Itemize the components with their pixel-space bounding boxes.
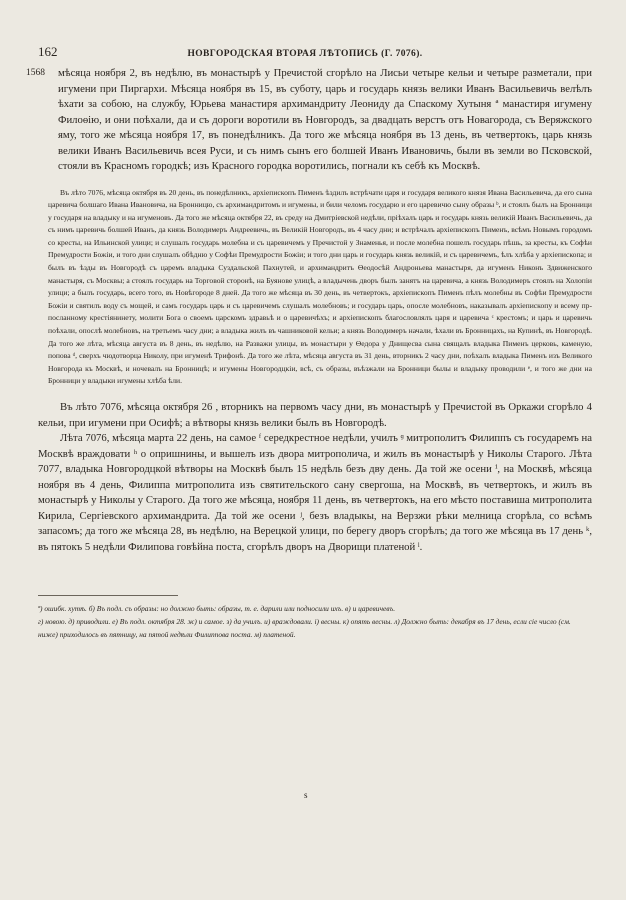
main-paragraph-text: мѣсяца ноября 2, въ недѣлю, въ монастырѣ у Пречистой сгорѣло на Лисьи четыре кельи и четыре разметали, при игумени при Пиргархи. Мѣсяца ноября въ 15, въ суботу, царь и государь князь велики Иванъ Васильевичь велѣлъ ѣхати за собою, на службу, Юрьева манастиря архимандриту Леониду да Спаскому Хутыня ª манастиря игумену Филоѳію, и они поѣхали, да и съ дороги воротили въ Новгородъ, за двадцать верстъ отъ Новагорода, съ Веряжского яму, того же мѣсяца ноября 17, въ понедѣлникъ. Да того же мѣсяца ноября въ 13 день, въ четвертокъ, царь князь велики Иванъ Васильевичь всея Руси, и съ нимъ сынъ его болшей Иванъ Ивановичь, были въ земли во Псковской, стояли въ Красномъ городкѣ; изъ Красного городка воротились, погнали къ себѣ къ Москвѣ. <box>58 67 592 172</box>
small-print-block <box>48 187 592 389</box>
main-paragraph: Въ лѣто 7076, мѣсяца октября 26 , вторникъ на первомъ часу дни, въ монастырѣ у Пречистой въ Оркажи сгорѣло 4 кельи, при игумени при Осифѣ; а вѣтворы князь велики былъ въ Новгородѣ. <box>38 401 592 429</box>
main-text <box>26 66 592 175</box>
running-title: НОВГОРОДСКАЯ ВТОРАЯ ЛѢТОПИСЬ (Г. 7076). <box>187 49 423 59</box>
page-number: 162 <box>38 44 58 59</box>
footnote-divider <box>38 595 178 596</box>
main-paragraph <box>26 66 592 175</box>
main-text-continued <box>38 400 592 555</box>
footnotes <box>38 602 592 641</box>
footnote-line: ª) ошибк. хутѣ. б) Въ подл. съ образы: но должно быть: образы, т. е. дарили или подносили ихъ. в) и царевичевъ. <box>38 604 396 613</box>
small-paragraph: Въ лѣто 7076, мѣсяца октября въ 20 день, въ понедѣлникъ, архіепископъ Пименъ ѣздилъ встрѣчати царя и государя великого князя Ивана Васильевича, да его сына царевича болшаго Ивана Ивановича, на Бронницю, съ архимандритомъ и игумены, и били челомъ государю и его царевичю сыну образы ᵇ, и стоялъ былъ на Бронници у государя на владыку и на игуменовъ. Да того же мѣсяца октября 22, въ среду на Дмитріевской недѣли, пріѣхалъ царь и государь князь великій Иванъ Васильевичь, да съ нимъ царевичь болшей Иванъ, да князь Володимеръ Андреевичь, въ Великій Новгородъ, въ 4 часу дни; и встрѣчалъ архіепископъ Пименъ, всѣмъ Новымъ городомъ со кресты, на Ильинской улици; и слушалъ государь молебна и съ царевичемъ у Пречистой у Знаменья, и после молебна пошелъ государь пѣшь, за кресты, къ Софѣи Премудрости Божіи, и того дни слушалъ обѣдню у Софѣи Премудрости Божіи; и того дни царь и государь князь великій, и съ царевичемъ, ѣлъ хлѣба у архіепископа; и былъ въ ѣзды въ Новгородѣ съ царемъ владыка Суздальской Пахнутей, и архимандритъ Ѳеодосѣй Андроньева манастыря, да игуменъ Никонъ Здвиженского манастыря, съ Москвы; а стоялъ государь на Торговой сторонѣ, на Буянове улицѣ, а владычень дворъ былъ занятъ на царевича, а князь Володимеръ стоялъ на Холопіи улици; а былъ государь, всего того, въ Новѣгороде 8 дней. Да того же мѣсяца въ 30 день, въ четвертокъ, архіепископъ Пименъ пѣлъ молебны въ Софѣи Премудрости Божіи и святилъ воду съ мощей, и самъ государь царь и съ царевичемъ слушалъ молебновъ; и государь царь, опосле молебновъ, наказывалъ архіепископу и всему прпосланному крестіянинету, молити Бога о своемъ царскомъ здравьѣ и о царевичѣхъ; и архіепископъ благословлялъ царя и царевича ᶜ крестомъ; и царь и царевичь поѣхали, опослѣ молебновъ, на третьемъ часу дни; а владыка жилъ въ чашниковой кельи; а князь Володимеръ начали, ѣхали въ Бронницахъ, на Купинѣ, въ Новгородѣ. Да того же лѣта, мѣсяца августа въ 8 день, въ недѣлю, на Разважи улицы, въ монастыри у Ѳедора у Днищесва сына свящалъ владыка Пименъ церковь, каменую, попова ᵈ, сверхъ чюдотворца Николу, при игуменѣ Трифонѣ. Да того же лѣта, мѣсяца августа въ 31 день, вторникъ 2 часу дни, поѣхалъ владыка Пименъ изъ Великого Новгорода къ Москвѣ, и ночевалъ на Бронницѣ; и игумены Новгородцкіи, всѣ, съ образы, въѣзжали на Бронници былы и владыку проводили ᵉ, и того же дни на Бронници у владыки игумены хлѣба ѣли. <box>48 187 592 386</box>
footnote-line: г) новою. д) приводили. е) Въ подл. октября 28. ж) и самое. з) да училъ. и) враждовали. і) весны. к) опять весны. л) Должно быть: декабря въ 17 день, если сіе число (см. ниже) приходилось въ пятницу, на пятой недѣли Филиппова поста. м) платеной. <box>38 617 571 639</box>
margin-year: 1568 <box>26 68 45 78</box>
page-mark: s <box>304 790 308 800</box>
main-paragraph: Лѣта 7076, мѣсяца марта 22 день, на самое ᶠ середкрестное недѣли, училъ ᶢ митрополитъ Филиппъ съ государемъ на Москвѣ враждовати ʰ о опришнины, и вышелъ изъ двора митрополича, и жилъ въ монастырѣ у Николы Старого. Лѣта 7077, владыка Новгородцкой вѣтворы на Москвѣ былъ 15 недѣль безъ дву день. Да той же осени ⁱ, на Москвѣ, мѣсяца ноября въ 4 день, Филиппа митрополита изъ святительского сану свергоша, на Москвѣ, въ четвертокъ, и жилъ въ монастырѣ у Николы у Старого. Да того же мѣсяца, ноября 11 день, въ четвертокъ, на его мѣсто поставиша митрополита Кирила, Сергіевского архимандрита. Да той же осени ʲ, безъ владыкы, на Верзжи рѣки мелница сгорѣла, со всѣмъ запасомъ; да того же мѣсяца 28, въ недѣлю, на Верецкой улици, по берегу дворъ сгорѣлъ; да того же мѣсяца въ 17 день ᵏ, въ пятокъ 5 недѣли Филипова говѣйна поста, сгорѣлъ дворъ на Дворищи платеной ˡ. <box>38 432 592 553</box>
page-header <box>38 44 592 60</box>
